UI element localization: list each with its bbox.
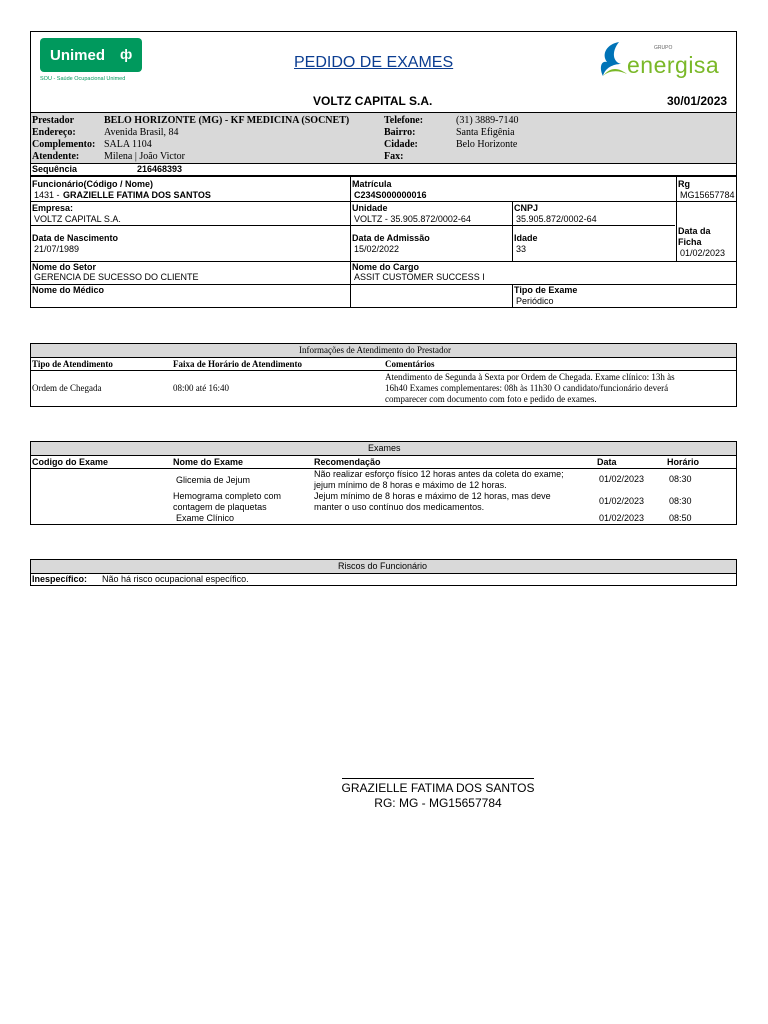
sequence-row [30, 163, 737, 176]
exam-recommendation-2: manter o uso contínuo dos medicamentos. [314, 502, 485, 512]
endereco-value: Avenida Brasil, 84 [104, 127, 179, 138]
signature-block [280, 781, 596, 811]
func-code: 1431 - [34, 190, 60, 200]
rg-value: MG15657784 [680, 190, 735, 200]
bairro-value: Santa Efigênia [456, 127, 515, 138]
exam-recommendation: Não realizar esforço físico 12 horas antes da coleta do exame; [314, 469, 564, 479]
telefone-label: Telefone: [384, 115, 424, 126]
provider-info [30, 112, 737, 164]
sequence-value: 216468393 [137, 164, 183, 174]
prestador-label: Prestador [32, 115, 75, 126]
signature-name: GRAZIELLE FATIMA DOS SANTOS [341, 781, 535, 795]
col-tipo-atendimento: Tipo de Atendimento [32, 359, 113, 369]
riscos-label: Inespecífico: [32, 574, 88, 584]
exam-name-2: contagem de plaquetas [173, 502, 267, 512]
exam-name: Glicemia de Jejum [176, 475, 251, 485]
unimed-logo [40, 38, 142, 72]
atendimento-box [30, 343, 737, 407]
func-name: GRAZIELLE FATIMA DOS SANTOS [63, 190, 211, 200]
header-box [30, 31, 737, 113]
exames-title: Exames [368, 443, 401, 453]
prestador-value: BELO HORIZONTE (MG) - KF MEDICINA (SOCNET) [104, 115, 350, 126]
empresa-value: VOLTZ CAPITAL S.A. [34, 214, 121, 224]
unidade-value: VOLTZ - 35.905.872/0002-64 [354, 214, 471, 224]
tipo-exame-value: Periódico [516, 296, 554, 306]
exam-time: 08:50 [669, 513, 692, 523]
col-nome-exame: Nome do Exame [173, 457, 244, 467]
func-label: Funcionário(Código / Nome) [32, 179, 153, 189]
cargo-label: Nome do Cargo [352, 262, 420, 272]
col-faixa-horario: Faixa de Horário de Atendimento [173, 359, 302, 369]
unimed-logo-text: Unimed [50, 47, 106, 64]
matricula-label: Matrícula [352, 179, 392, 189]
bairro-label: Bairro: [384, 127, 416, 138]
comentarios-line-1: Atendimento de Segunda à Sexta por Ordem de Chegada. Exame clínico: 13h às [385, 372, 675, 382]
setor-value: GERENCIA DE SUCESSO DO CLIENTE [34, 272, 199, 282]
cnpj-label: CNPJ [514, 203, 539, 213]
header-date: 30/01/2023 [667, 94, 728, 108]
tipo-atendimento-value: Ordem de Chegada [32, 383, 102, 393]
col-codigo-exame: Codigo do Exame [32, 457, 109, 467]
admissao-label: Data de Admissão [352, 233, 430, 243]
riscos-title: Riscos do Funcionário [338, 561, 428, 571]
energisa-swoosh-icon [597, 40, 631, 80]
employee-grid [30, 176, 737, 308]
riscos-value: Não há risco ocupacional específico. [102, 574, 249, 584]
sequence-label: Sequência [32, 164, 78, 174]
unimed-tree-icon: ф [120, 46, 133, 62]
complemento-label: Complemento: [32, 139, 96, 150]
exam-date: 01/02/2023 [599, 513, 645, 523]
nasc-label: Data de Nascimento [32, 233, 119, 243]
cnpj-value: 35.905.872/0002-64 [516, 214, 597, 224]
signature-rg: RG: MG - MG15657784 [374, 796, 502, 810]
complemento-value: SALA 1104 [104, 139, 152, 150]
telefone-value: (31) 3889-7140 [456, 115, 519, 126]
setor-label: Nome do Setor [32, 262, 97, 272]
exam-recommendation: Jejum mínimo de 8 horas e máximo de 12 horas, mas deve [314, 491, 551, 501]
atendente-value: Milena | João Victor [104, 151, 185, 162]
exam-time: 08:30 [669, 496, 692, 506]
exam-date: 01/02/2023 [599, 474, 645, 484]
atendimento-title: Informações de Atendimento do Prestador [299, 345, 451, 355]
energisa-name: energisa [627, 52, 720, 78]
exam-date: 01/02/2023 [599, 496, 645, 506]
unimed-subtitle: SOU - Saúde Ocupacional Unimed [40, 76, 126, 82]
tipo-exame-label: Tipo de Exame [514, 285, 578, 295]
exames-box [30, 441, 737, 525]
ficha-label-2: Ficha [678, 237, 702, 247]
cidade-label: Cidade: [384, 139, 418, 150]
idade-label: Idade [514, 233, 538, 243]
col-data: Data [597, 457, 617, 467]
exam-time: 08:30 [669, 474, 692, 484]
medico-label: Nome do Médico [32, 285, 105, 295]
col-recomendacao: Recomendação [314, 457, 381, 467]
page-title: PEDIDO DE EXAMES [294, 54, 454, 71]
endereco-label: Endereço: [32, 127, 76, 138]
matricula-value: C234S000000016 [354, 190, 427, 200]
cidade-value: Belo Horizonte [456, 139, 518, 150]
admissao-value: 15/02/2022 [354, 244, 400, 254]
fax-label: Fax: [384, 151, 404, 162]
col-horario: Horário [667, 457, 700, 467]
exam-name: Hemograma completo com [173, 491, 282, 501]
company-name: VOLTZ CAPITAL S.A. [313, 94, 433, 108]
unidade-label: Unidade [352, 203, 388, 213]
exam-recommendation-2: jejum mínimo de 8 horas e máximo de 12 horas. [314, 480, 507, 490]
energisa-grupo-label: GRUPO [654, 45, 673, 51]
riscos-box [30, 559, 737, 586]
energisa-logo [597, 40, 727, 84]
empresa-label: Empresa: [32, 203, 74, 213]
ficha-value: 01/02/2023 [680, 248, 726, 258]
rg-label: Rg [678, 179, 690, 189]
nasc-value: 21/07/1989 [34, 244, 80, 254]
exam-name: Exame Clínico [176, 513, 235, 523]
faixa-horario-value: 08:00 até 16:40 [173, 383, 229, 393]
signature-line [342, 778, 534, 779]
comentarios-line-3: comparecer com documento com foto e pedido de exames. [385, 394, 597, 404]
comentarios-line-2: 16h40 Exames complementares: 08h às 11h30 O candidato/funcionário deverá [385, 383, 669, 393]
col-comentarios: Comentários [385, 359, 435, 369]
idade-value: 33 [516, 244, 527, 254]
atendente-label: Atendente: [32, 151, 80, 162]
ficha-label-1: Data da [678, 226, 711, 236]
cargo-value: ASSIT CUSTOMER SUCCESS I [354, 272, 485, 282]
